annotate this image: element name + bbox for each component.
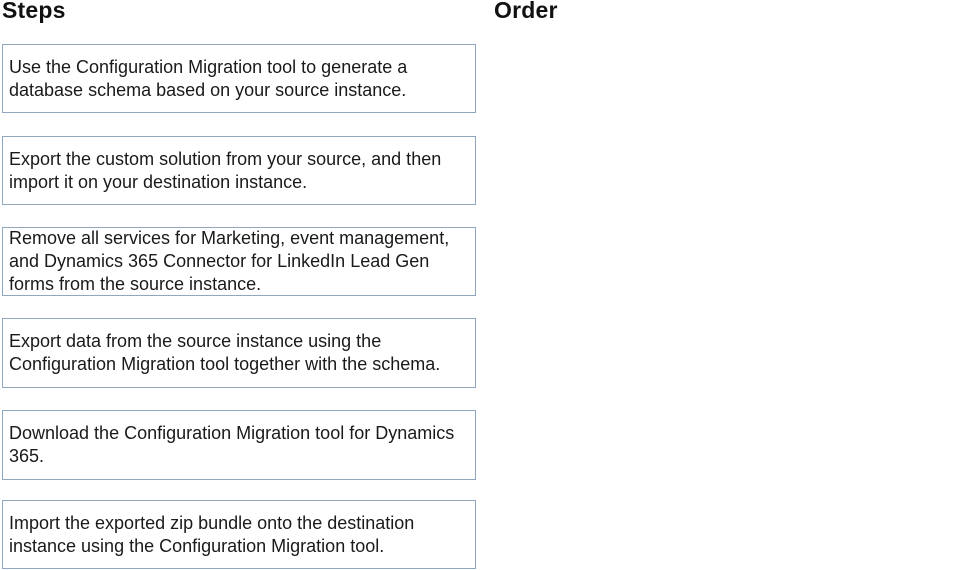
step-item-export-data[interactable] xyxy=(2,318,476,388)
steps-heading: Steps xyxy=(2,0,66,23)
step-item-generate-schema[interactable] xyxy=(2,44,476,113)
step-item-download-tool[interactable] xyxy=(2,410,476,480)
step-label: Export the custom solution from your source, and then import it on your destination instance. xyxy=(9,148,442,192)
step-label: Use the Configuration Migration tool to generate a database schema based on your source instance. xyxy=(9,56,408,100)
order-drop-area[interactable] xyxy=(494,30,964,565)
steps-list xyxy=(0,0,480,570)
order-heading: Order xyxy=(494,0,558,23)
step-label: Remove all services for Marketing, event management, and Dynamics 365 Connector for LinkedIn Lead Gen forms from the source instance. xyxy=(9,228,450,294)
step-label: Export data from the source instance using the Configuration Migration tool together with the schema. xyxy=(9,331,441,374)
step-item-import-zip-bundle[interactable] xyxy=(2,500,476,569)
step-item-remove-services[interactable] xyxy=(2,227,476,296)
step-label: Download the Configuration Migration tool for Dynamics 365. xyxy=(9,423,455,466)
step-label: Import the exported zip bundle onto the destination instance using the Configuration Migration tool. xyxy=(9,512,415,556)
step-item-export-import-solution[interactable] xyxy=(2,136,476,205)
